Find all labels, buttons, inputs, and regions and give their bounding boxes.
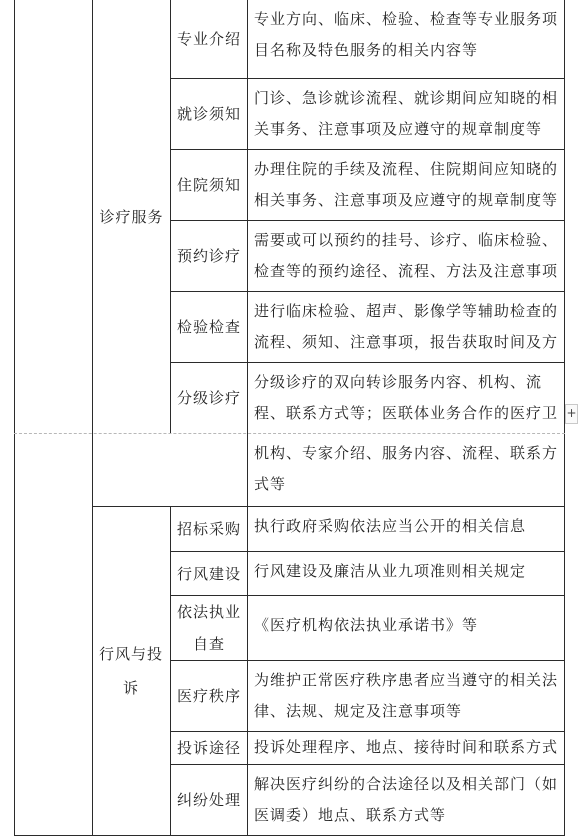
item-name: 专业介绍 (176, 30, 241, 48)
item-name-cell (175, 596, 243, 660)
item-description: 办理住院的手续及流程、住院期间应知晓的相关事务、注意事项及应遵守的规章制度等 (254, 160, 559, 209)
item-name: 住院须知 (176, 176, 241, 194)
item-description-cell (248, 732, 564, 764)
category-label: 诊疗服务 (99, 207, 164, 226)
category-cell (96, 507, 166, 835)
item-description-cell (248, 150, 564, 220)
item-description: 投诉处理程序、地点、接待时间和联系方式 (254, 738, 559, 756)
continuation-description-cell (248, 434, 564, 506)
item-name: 分级诊疗 (176, 389, 241, 407)
item-name-cell (171, 292, 247, 362)
item-description: 为维护正常医疗秩序患者应当遵守的相关法律、法规、规定及注意事项等 (254, 671, 559, 720)
item-name: 纠纷处理 (176, 791, 241, 809)
item-description-cell (248, 363, 564, 433)
item-description-cell (248, 79, 564, 149)
item-description: 解决医疗纠纷的合法途径以及相关部门（如医调委）地点、联系方式等 (254, 775, 559, 824)
item-description: 需要或可以预约的挂号、诊疗、临床检验、检查等的预约途径、流程、方法及注意事项 (254, 231, 559, 280)
table-border-bottom (14, 835, 565, 836)
item-name-cell (171, 221, 247, 291)
category-cell (93, 0, 170, 433)
item-description: 门诊、急诊就诊流程、就诊期间应知晓的相关事务、注意事项及应遵守的规章制度等 (254, 89, 559, 138)
item-name-cell (171, 0, 247, 78)
item-name-cell (171, 732, 247, 764)
item-description: 执行政府采购依法应当公开的相关信息 (254, 517, 527, 535)
item-name-cell (171, 79, 247, 149)
item-description-cell (248, 661, 564, 731)
item-description: 《医疗机构依法执业承诺书》等 (254, 616, 479, 634)
item-description-cell (248, 292, 564, 362)
item-name: 医疗秩序 (176, 687, 241, 705)
item-description: 分级诊疗的双向转诊服务内容、机构、流程、联系方式等；医联体业务合作的医疗卫 (254, 373, 559, 422)
category-label: 行风与投诉 (98, 645, 163, 697)
item-name-cell (171, 661, 247, 731)
item-description: 专业方向、临床、检验、检查等专业服务项目名称及特色服务的相关内容等 (254, 10, 559, 59)
item-description-cell (248, 221, 564, 291)
item-name: 投诉途径 (176, 739, 241, 757)
item-description-cell (248, 552, 564, 595)
item-name: 依法执业自查 (176, 603, 241, 653)
item-name-cell (171, 150, 247, 220)
item-description-cell (248, 596, 564, 660)
item-description: 进行临床检验、超声、影像学等辅助检查的流程、须知、注意事项，报告获取时间及方 (254, 302, 559, 351)
item-name: 检验检查 (176, 318, 241, 336)
item-name-cell (171, 552, 247, 595)
continuation-description: 机构、专家介绍、服务内容、流程、联系方式等 (254, 444, 559, 493)
item-name: 行风建设 (176, 564, 241, 583)
item-description: 行风建设及廉洁从业九项准则相关规定 (254, 562, 527, 580)
item-name-cell (171, 507, 247, 551)
item-description-cell (248, 765, 564, 835)
item-description-cell (248, 507, 564, 551)
table-border-left (14, 0, 15, 836)
item-name: 预约诊疗 (176, 247, 241, 265)
item-name: 就诊须知 (176, 105, 241, 123)
item-name-cell (171, 363, 247, 433)
item-name-cell (171, 765, 247, 835)
item-description-cell (248, 0, 564, 78)
item-name: 招标采购 (176, 520, 241, 538)
add-row-icon[interactable]: + (565, 404, 578, 424)
